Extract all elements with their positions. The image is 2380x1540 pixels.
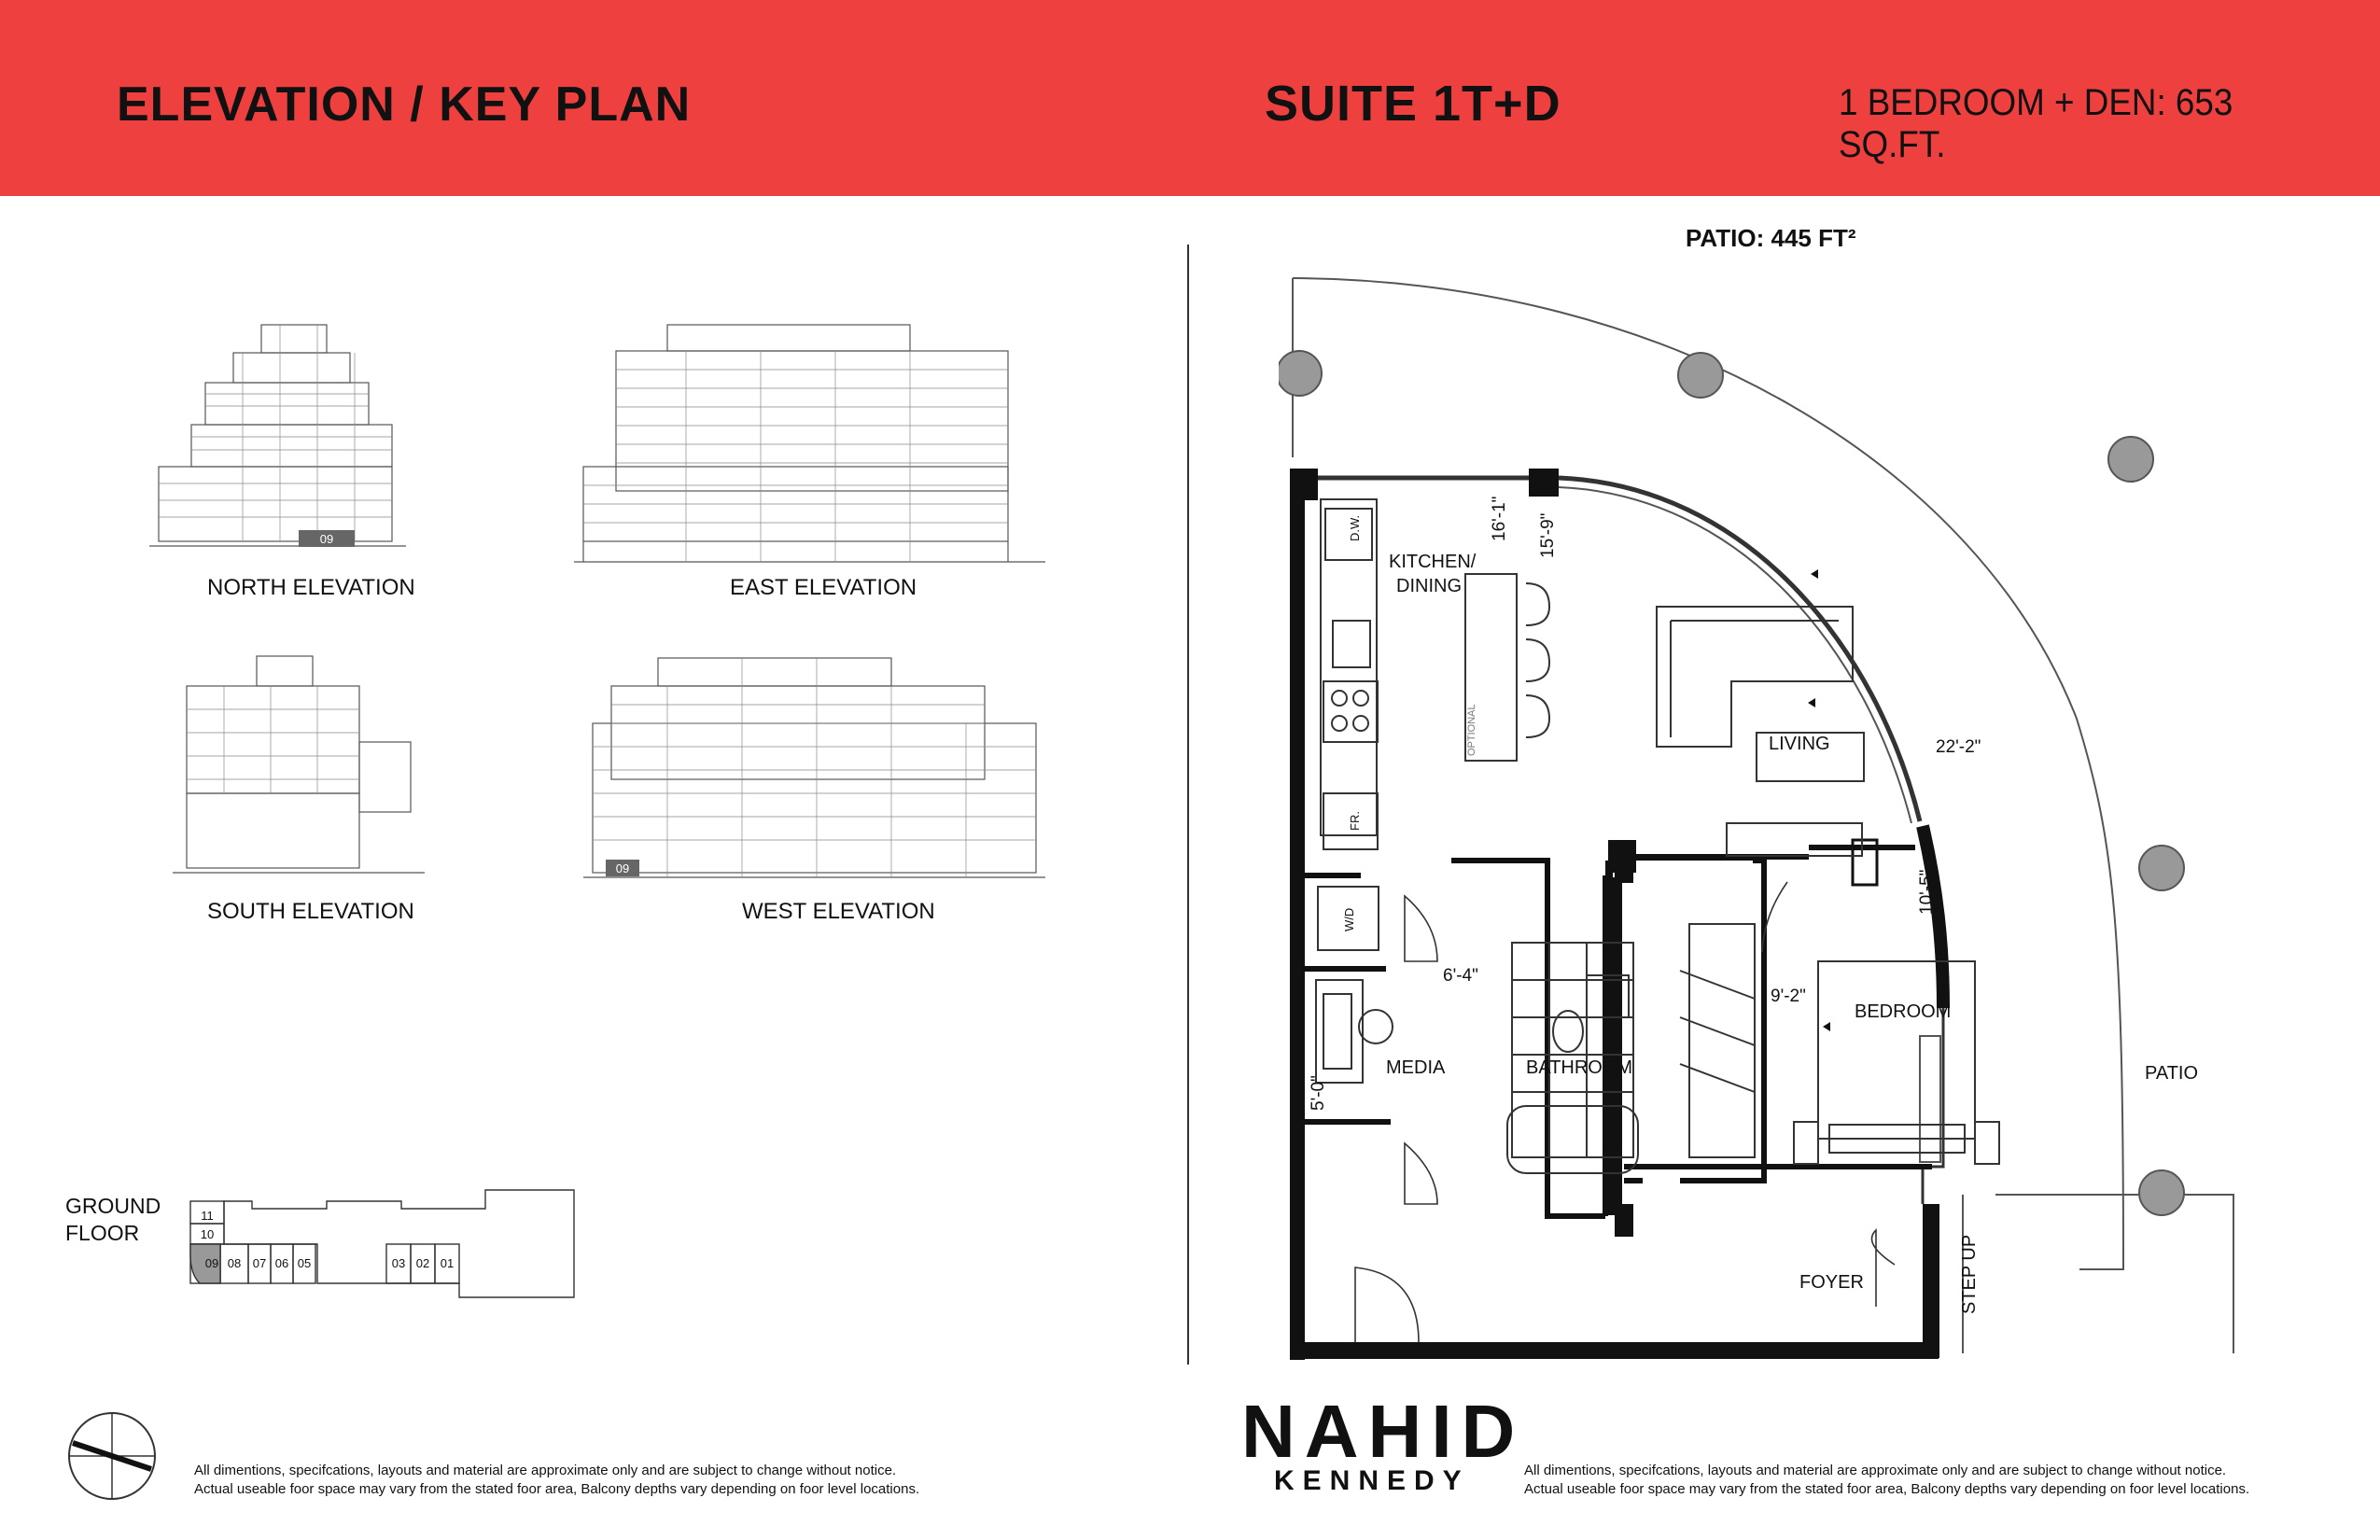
disclaimer-left-line1: All dimentions, specifcations, layouts and material are approximate only and are subject to change without notice. xyxy=(194,1463,897,1478)
room-media: MEDIA xyxy=(1386,1057,1446,1078)
room-bedroom: BEDROOM xyxy=(1855,1001,1952,1022)
disclaimer-left-line2: Actual useable foor space may vary from the stated foor area, Balcony depths vary depending on foor level locations. xyxy=(194,1481,920,1497)
room-patio: PATIO xyxy=(2145,1063,2199,1084)
compass-icon xyxy=(63,1407,161,1505)
disclaimer-right-line1: All dimentions, specifcations, layouts and material are approximate only and are subject to change without notice. xyxy=(1524,1463,2227,1478)
north-elevation-drawing xyxy=(149,317,411,560)
north-elevation-label: NORTH ELEVATION xyxy=(207,575,415,600)
key-unit-05: 05 xyxy=(297,1256,312,1270)
room-living: LIVING xyxy=(1769,734,1830,754)
west-suite-marker: 09 xyxy=(615,861,630,875)
floor-plan-drawing xyxy=(1279,271,2333,1372)
dim-living-width: 22'-2" xyxy=(1936,737,1981,757)
dim-bedroom-width: 9'-2" xyxy=(1771,987,1806,1006)
suite-title: SUITE 1T+D xyxy=(1265,76,1561,132)
optional-label: OPTIONAL xyxy=(1466,704,1477,756)
west-elevation-label: WEST ELEVATION xyxy=(742,899,935,924)
key-unit-02: 02 xyxy=(415,1256,430,1270)
dim-media-depth: 5'-0" xyxy=(1309,1075,1328,1111)
dim-living-depth: 10'-5" xyxy=(1917,869,1937,915)
page-title: ELEVATION / KEY PLAN xyxy=(117,77,692,132)
key-unit-08: 08 xyxy=(227,1256,242,1270)
east-elevation-drawing xyxy=(574,317,1050,569)
key-unit-07: 07 xyxy=(252,1256,267,1270)
patio-area-title: PATIO: 445 FT² xyxy=(1686,224,1856,252)
key-plan-title-line2: FLOOR xyxy=(65,1221,140,1245)
key-plan-title xyxy=(65,1193,161,1247)
key-unit-01: 01 xyxy=(440,1256,455,1270)
room-kitchen-line1: KITCHEN/ xyxy=(1389,552,1477,572)
key-unit-03: 03 xyxy=(391,1256,406,1270)
dishwasher-label: D.W. xyxy=(1348,514,1362,541)
suite-spec: 1 BEDROOM + DEN: 653 SQ.FT. xyxy=(1839,82,2233,165)
header-bar xyxy=(0,0,2380,196)
fridge-label: FR. xyxy=(1348,811,1362,831)
room-kitchen-line2: DINING xyxy=(1396,576,1462,596)
key-unit-06: 06 xyxy=(274,1256,289,1270)
dim-kitchen-width: 15'-9" xyxy=(1538,512,1558,558)
dim-kitchen-depth: 16'-1" xyxy=(1490,496,1509,541)
room-foyer: FOYER xyxy=(1799,1272,1864,1293)
south-elevation-label: SOUTH ELEVATION xyxy=(207,899,414,924)
logo-nahid: NAHID xyxy=(1241,1390,1525,1473)
north-suite-marker: 09 xyxy=(319,532,334,546)
key-unit-09: 09 xyxy=(204,1256,219,1270)
key-unit-11: 11 xyxy=(201,1209,214,1223)
washer-dryer-label: W/D xyxy=(1342,907,1356,931)
south-elevation-drawing xyxy=(168,649,429,882)
dim-media-width: 6'-4" xyxy=(1443,966,1478,986)
key-plan-drawing xyxy=(177,1181,579,1311)
key-plan-title-line1: GROUND xyxy=(65,1194,161,1218)
disclaimer-left xyxy=(194,1462,919,1499)
disclaimer-right-line2: Actual useable foor space may vary from the stated foor area, Balcony depths vary depending on foor level locations. xyxy=(1524,1481,2250,1497)
logo-kennedy: KENNEDY xyxy=(1274,1465,1470,1496)
center-divider xyxy=(1187,245,1189,1365)
key-unit-10: 10 xyxy=(200,1227,215,1241)
west-elevation-drawing xyxy=(583,649,1050,891)
step-up-label: STEP UP xyxy=(1959,1234,1980,1314)
disclaimer-right xyxy=(1524,1462,2249,1499)
east-elevation-label: EAST ELEVATION xyxy=(730,575,917,600)
room-bathroom: BATHROOM xyxy=(1526,1057,1633,1078)
